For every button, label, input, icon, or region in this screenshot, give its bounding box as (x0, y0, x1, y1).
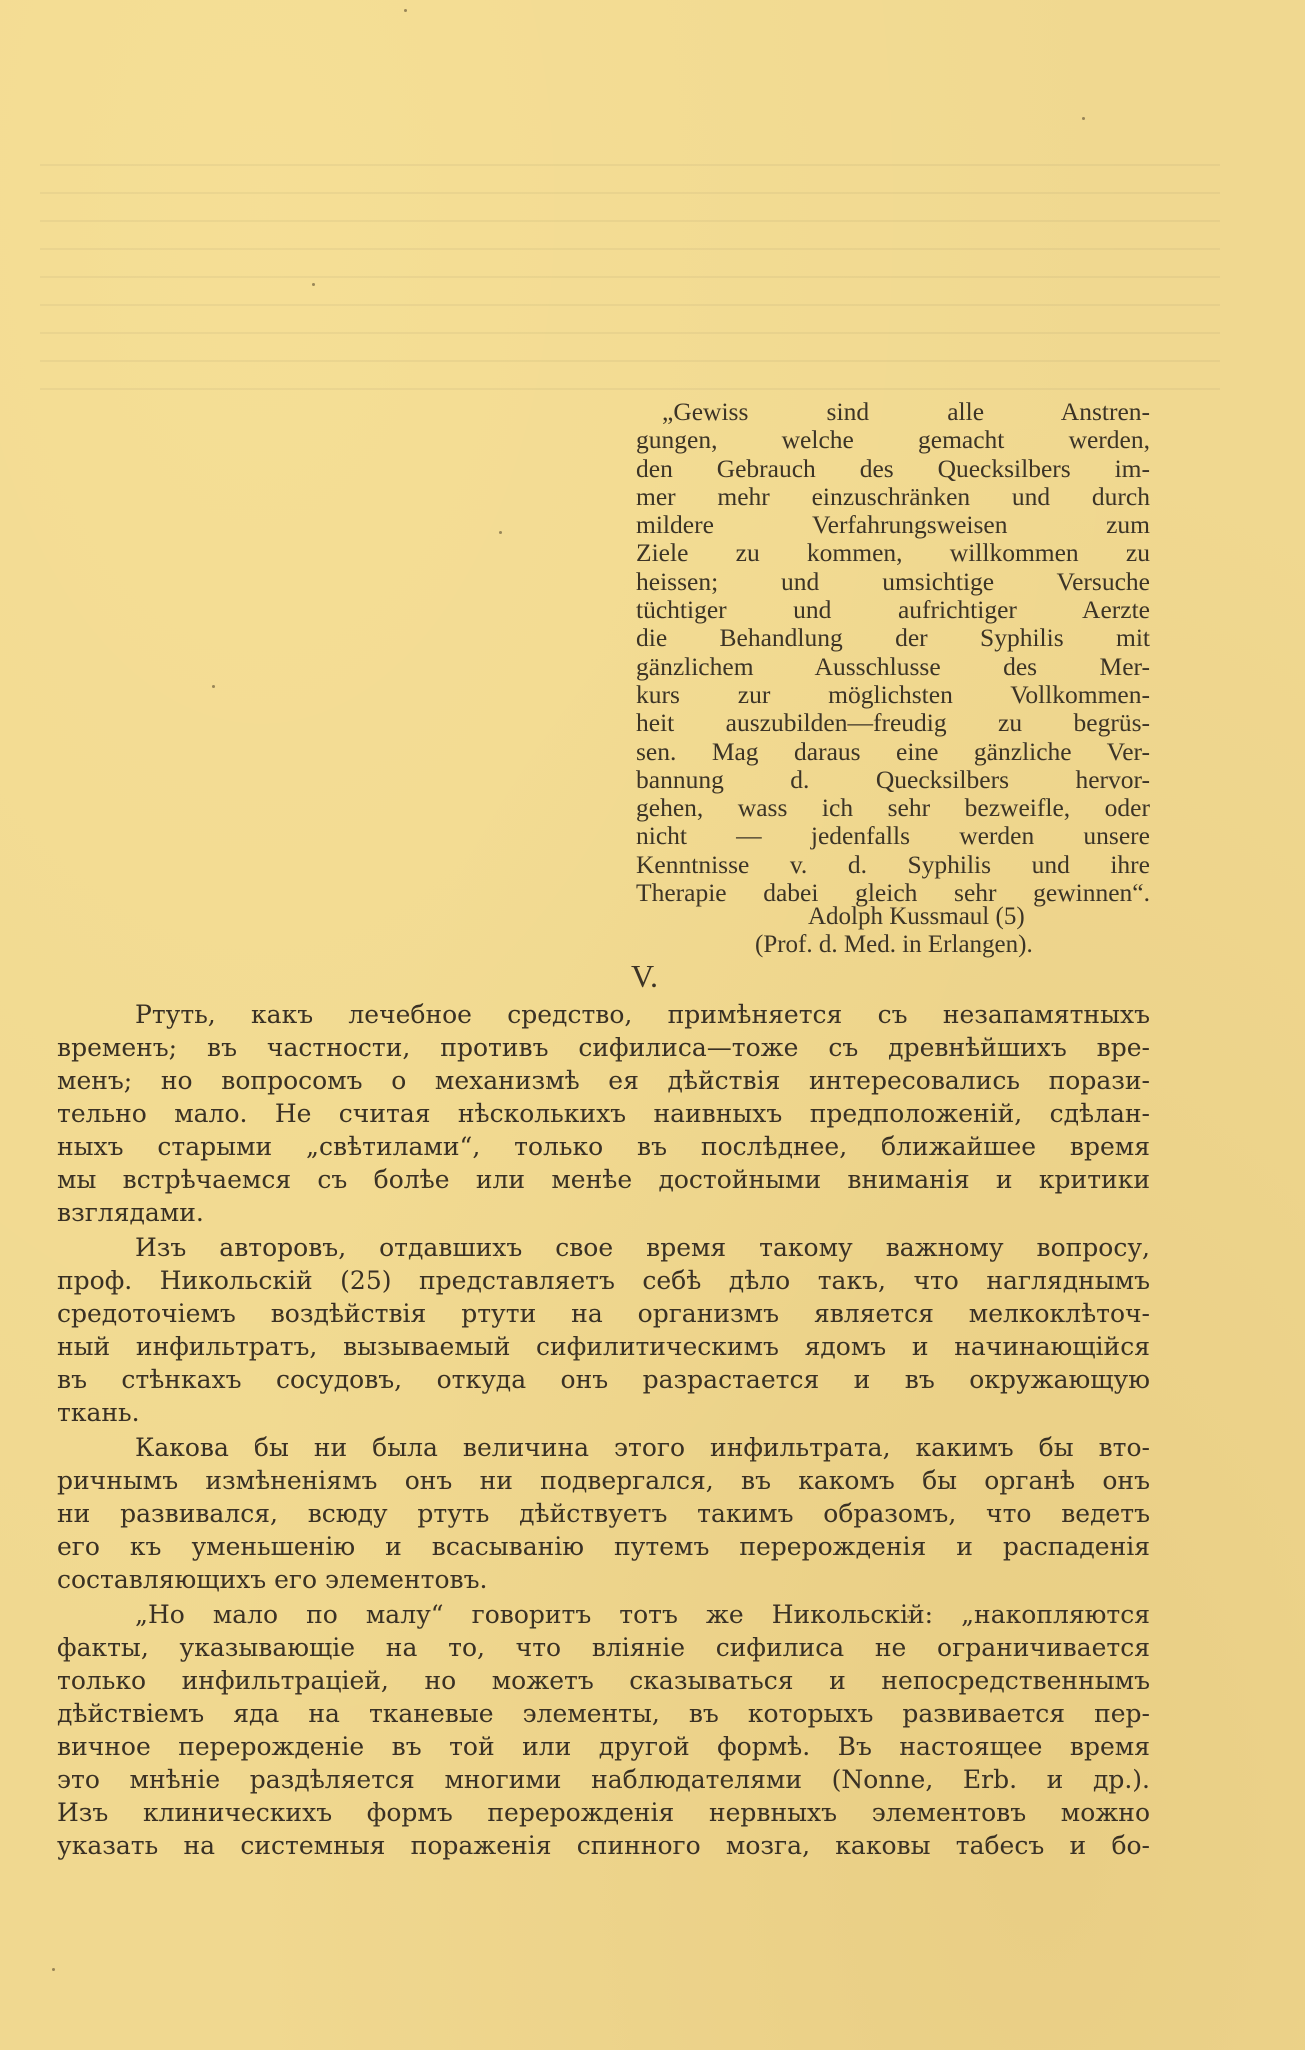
epigraph-line: bannung d. Quecksilbers hervor- (636, 764, 1150, 794)
text-line: ный инфильтратъ, вызываемый сифилитическимъ ядомъ и начинающійся (57, 1332, 1150, 1361)
epigraph-affiliation: (Prof. d. Med. in Erlangen). (755, 931, 1033, 958)
text-line: „Но мало по малу“ говоритъ тотъ же Никольскій: „накопляются (135, 1600, 1150, 1629)
text-line: ткань. (57, 1398, 140, 1427)
text-line: проф. Никольскій (25) представляетъ себѣ дѣло такъ, что нагляднымъ (57, 1266, 1150, 1295)
text-line: временъ; въ частности, противъ сифилиса—тоже съ древнѣйшихъ вре- (57, 1033, 1150, 1062)
epigraph-line: gehen, wass ich sehr bezweifle, oder (636, 793, 1150, 823)
text-line: Какова бы ни была величина этого инфильтрата, какимъ бы вто- (135, 1433, 1150, 1462)
text-line: ричнымъ измѣненіямъ онъ ни подвергался, въ какомъ бы органѣ онъ (57, 1466, 1150, 1495)
paper-speck (312, 283, 315, 286)
show-through-text (40, 150, 1220, 390)
text-line: факты, указывающіе на то, что вліяніе сифилиса не ограничивается (57, 1633, 1150, 1662)
text-line: средоточіемъ воздѣйствія ртути на организмъ является мелкоклѣточ- (57, 1299, 1150, 1328)
epigraph-line: Kenntnisse v. d. Syphilis und ihre (636, 849, 1150, 879)
epigraph-quote (636, 398, 1150, 907)
text-line: менъ; но вопросомъ о механизмѣ ея дѣйствія интересовались порази- (57, 1066, 1150, 1095)
epigraph-line: die Behandlung der Syphilis mit (636, 623, 1150, 653)
text-line: только инфильтраціей, но можетъ сказываться и непосредственнымъ (57, 1666, 1150, 1695)
paragraph (57, 1231, 1150, 1429)
text-line: взглядами. (57, 1198, 204, 1227)
text-line: дѣйствіемъ яда на тканевые элементы, въ которыхъ развивается пер- (57, 1699, 1150, 1728)
epigraph-line: sen. Mag daraus eine gänzliche Ver- (636, 736, 1150, 766)
text-line: указать на системныя пораженія спинного мозга, каковы табесъ и бо- (57, 1831, 1150, 1860)
body-text (57, 998, 1150, 1864)
paragraph (57, 1431, 1150, 1596)
epigraph-line: tüchtiger und aufrichtiger Aerzte (636, 595, 1150, 625)
epigraph-line: heissen; und umsichtige Versuche (636, 566, 1150, 596)
epigraph-line: gänzlichem Ausschlusse des Mer- (636, 651, 1150, 681)
epigraph-line: „Gewiss sind alle Anstren- (662, 397, 1150, 426)
epigraph-line: Therapie dabei gleich sehr gewinnen“. (636, 878, 1150, 908)
text-line: Изъ клиническихъ формъ перерожденія нервныхъ элементовъ можно (57, 1798, 1150, 1827)
section-number: V. (631, 958, 658, 994)
paper-speck (404, 9, 407, 12)
paper-speck (1082, 117, 1085, 120)
epigraph-line: heit auszubilden—freudig zu begrüs- (636, 708, 1150, 738)
epigraph-line: kurs zur möglichsten Vollkommen- (636, 679, 1150, 709)
epigraph-line: mildere Verfahrungsweisen zum (636, 510, 1150, 540)
epigraph-author: Adolph Kussmaul (5) (808, 903, 1025, 930)
text-line: составляющихъ его элементовъ. (57, 1565, 488, 1594)
epigraph-line: mer mehr einzuschränken und durch (636, 481, 1150, 511)
epigraph-line: Ziele zu kommen, willkommen zu (636, 538, 1150, 568)
text-line: мы встрѣчаемся съ болѣе или менѣе достойными вниманія и критики (57, 1165, 1150, 1194)
paper-speck (52, 1968, 55, 1971)
text-line: его къ уменьшенію и всасыванію путемъ перерожденія и распаденія (57, 1532, 1150, 1561)
paper-speck (212, 685, 215, 688)
epigraph-line: gungen, welche gemacht werden, (636, 425, 1150, 455)
text-line: въ стѣнкахъ сосудовъ, откуда онъ разрастается и въ окружающую (57, 1365, 1150, 1394)
epigraph-line: den Gebrauch des Quecksilbers im- (636, 453, 1150, 483)
text-line: Ртуть, какъ лечебное средство, примѣняется съ незапамятныхъ (135, 1000, 1150, 1029)
paragraph (57, 998, 1150, 1229)
text-line: ныхъ старыми „свѣтилами“, только въ послѣднее, ближайшее время (57, 1132, 1150, 1161)
text-line: это мнѣніе раздѣляется многими наблюдателями (Nonne, Erb. и др.). (57, 1765, 1150, 1794)
text-line: Изъ авторовъ, отдавшихъ свое время такому важному вопросу, (135, 1233, 1150, 1262)
paragraph (57, 1598, 1150, 1862)
paper-speck (499, 531, 502, 534)
text-line: тельно мало. Не считая нѣсколькихъ наивныхъ предположеній, сдѣлан- (57, 1099, 1150, 1128)
text-line: ни развивался, всюду ртуть дѣйствуетъ такимъ образомъ, что ведетъ (57, 1499, 1150, 1528)
epigraph-line: nicht — jedenfalls werden unsere (636, 821, 1150, 851)
text-line: вичное перерожденіе въ той или другой формѣ. Въ настоящее время (57, 1732, 1150, 1761)
